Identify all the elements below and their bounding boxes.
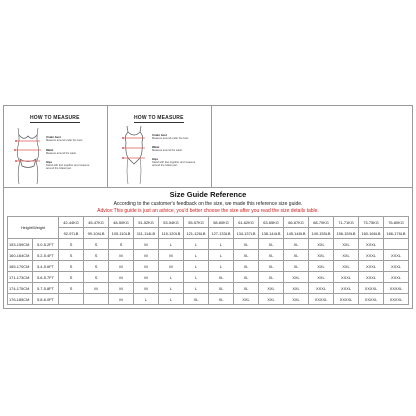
size-cell: L: [159, 294, 184, 305]
weight-lb-header: 92-97LB: [59, 228, 84, 239]
height-cm-cell: 176-185CM: [8, 294, 33, 305]
height-cm-cell: 171-173CM: [8, 272, 33, 283]
weight-lb-header: 160-166LB: [359, 228, 384, 239]
size-cell: XXXL: [359, 239, 384, 250]
weight-kg-header: 53-54KG: [159, 217, 184, 228]
size-cell: XXL: [309, 239, 334, 250]
size-cell: XXL: [234, 294, 259, 305]
size-cell: XL: [234, 261, 259, 272]
size-cell: M: [159, 250, 184, 261]
size-cell: XL: [284, 261, 309, 272]
swimsuit-figure-icon: [118, 124, 150, 186]
height-cm-cell: 165-170CM: [8, 261, 33, 272]
size-cell: XXL: [309, 250, 334, 261]
waist-note-2: Waist Measure around the waist.: [152, 145, 183, 153]
table-row: [8, 261, 409, 272]
weight-lb-header: 111-114LB: [134, 228, 159, 239]
size-cell: XL: [184, 294, 209, 305]
size-cell: XXXL: [334, 272, 359, 283]
size-cell: XL: [209, 272, 234, 283]
size-cell: XXXL: [334, 283, 359, 294]
size-cell: [384, 239, 409, 250]
measure-panel-empty: [212, 106, 412, 187]
size-cell: S: [84, 250, 109, 261]
size-cell: XXL: [334, 239, 359, 250]
size-cell: XL: [259, 250, 284, 261]
size-table: [7, 216, 409, 305]
size-cell: S: [84, 272, 109, 283]
size-guide-subtitle: According to the customer's feedback on the size, we made this reference size guide.: [113, 201, 303, 207]
size-cell: XXXL: [359, 261, 384, 272]
size-cell: XXXXL: [359, 283, 384, 294]
size-cell: XL: [234, 250, 259, 261]
weight-kg-header: 63-65KG: [259, 217, 284, 228]
size-cell: S: [59, 250, 84, 261]
size-cell: XXXL: [384, 250, 409, 261]
size-cell: M: [109, 250, 134, 261]
size-cell: L: [159, 283, 184, 294]
size-cell: M: [134, 261, 159, 272]
size-cell: XXL: [309, 261, 334, 272]
size-cell: S: [109, 239, 134, 250]
size-cell: XL: [209, 294, 234, 305]
weight-kg-header: 71-71KG: [334, 217, 359, 228]
size-cell: XXXL: [384, 261, 409, 272]
height-ft-cell: 5.2-5.4FT: [33, 250, 59, 261]
size-cell: S: [84, 261, 109, 272]
size-cell: XL: [234, 239, 259, 250]
weight-kg-header: 68-70KG: [309, 217, 334, 228]
weight-lb-header: 115-120LB: [159, 228, 184, 239]
size-cell: S: [59, 239, 84, 250]
height-ft-cell: 5.0-5.2FT: [33, 239, 59, 250]
size-cell: XL: [259, 272, 284, 283]
height-ft-cell: 5.8-6.0FT: [33, 294, 59, 305]
height-ft-cell: 5.7-5.8FT: [33, 283, 59, 294]
size-cell: S: [59, 272, 84, 283]
height-weight-header: Height/Weight: [8, 217, 59, 239]
weight-kg-header: 73-75KG: [359, 217, 384, 228]
size-cell: XXXXL: [309, 294, 334, 305]
size-cell: L: [209, 261, 234, 272]
size-cell: XL: [259, 261, 284, 272]
weight-kg-header: 55-57KG: [184, 217, 209, 228]
measure-panel-bikini: [4, 106, 108, 187]
bikini-figure-icon: [12, 126, 44, 186]
measure-panel-onepiece: [108, 106, 212, 187]
size-cell: XXXXL: [384, 294, 409, 305]
size-cell: L: [184, 272, 209, 283]
size-cell: XL: [234, 272, 259, 283]
size-cell: [84, 294, 109, 305]
size-cell: XXL: [334, 250, 359, 261]
size-cell: XXL: [334, 261, 359, 272]
weight-kg-header: 45-47KG: [84, 217, 109, 228]
size-cell: M: [109, 294, 134, 305]
size-cell: L: [184, 283, 209, 294]
size-cell: XXXXL: [384, 283, 409, 294]
size-cell: XXXL: [359, 250, 384, 261]
size-cell: M: [109, 261, 134, 272]
size-cell: XL: [259, 239, 284, 250]
height-ft-cell: 5.6-5.7FT: [33, 272, 59, 283]
size-cell: XXL: [309, 272, 334, 283]
size-cell: XXL: [284, 283, 309, 294]
size-cell: XXXXL: [334, 294, 359, 305]
hips-note-2: Hips Stand with feet together and measure around the fullest part.: [152, 157, 196, 168]
weight-kg-header: 42-44KG: [59, 217, 84, 228]
size-cell: M: [134, 283, 159, 294]
size-cell: M: [109, 272, 134, 283]
weight-kg-header: 76-80KG: [384, 217, 409, 228]
weight-kg-header: 48-50KG: [109, 217, 134, 228]
size-cell: M: [159, 261, 184, 272]
size-cell: XL: [284, 250, 309, 261]
measure-section: [4, 106, 412, 188]
hips-note: Hips Stand with feet together and measure around the fullest part.: [46, 160, 90, 171]
table-row: [8, 272, 409, 283]
size-cell: S: [59, 283, 84, 294]
weight-kg-header: 51-52KG: [134, 217, 159, 228]
size-cell: S: [84, 239, 109, 250]
size-cell: L: [159, 239, 184, 250]
size-cell: S: [59, 261, 84, 272]
how-to-measure-title-2: HOW TO MEASURE: [134, 115, 184, 121]
how-to-measure-title: HOW TO MEASURE: [30, 115, 80, 121]
weight-lb-header: 121-126LB: [184, 228, 209, 239]
size-cell: XXXL: [309, 283, 334, 294]
size-cell: XXXL: [384, 272, 409, 283]
weight-lb-header: 166-176LB: [384, 228, 409, 239]
size-cell: L: [184, 239, 209, 250]
size-cell: XXXXL: [359, 294, 384, 305]
size-cell: XXL: [259, 283, 284, 294]
waist-note: Waist Measure around the waist.: [46, 148, 77, 156]
table-header-row-lb: [8, 228, 409, 239]
table-row: [8, 294, 409, 305]
size-cell: XXXL: [359, 272, 384, 283]
height-cm-cell: 160-164CM: [8, 250, 33, 261]
size-cell: M: [134, 250, 159, 261]
size-cell: M: [84, 283, 109, 294]
weight-kg-header: 61-62KG: [234, 217, 259, 228]
size-cell: XXL: [284, 272, 309, 283]
size-cell: M: [134, 272, 159, 283]
height-cm-cell: 174-175CM: [8, 283, 33, 294]
table-header-row: [8, 217, 409, 228]
size-cell: XL: [284, 239, 309, 250]
weight-lb-header: 127-133LB: [209, 228, 234, 239]
size-cell: M: [109, 283, 134, 294]
size-cell: XL: [209, 283, 234, 294]
weight-lb-header: 145-148LB: [284, 228, 309, 239]
weight-lb-header: 149-155LB: [309, 228, 334, 239]
weight-kg-header: 58-60KG: [209, 217, 234, 228]
size-cell: L: [159, 272, 184, 283]
size-cell: XXL: [284, 294, 309, 305]
size-cell: XXL: [259, 294, 284, 305]
size-guide-advice: Advice:This guide is just an advice, you'd better choose the size after you read the size details table.: [97, 208, 319, 214]
height-cm-cell: 153-159CM: [8, 239, 33, 250]
size-chart: [3, 105, 413, 309]
size-cell: L: [209, 250, 234, 261]
weight-lb-header: 105-110LB: [109, 228, 134, 239]
under-bust-note: Under bust Measure around under the bust.: [46, 135, 83, 143]
table-row: [8, 239, 409, 250]
size-cell: L: [209, 239, 234, 250]
size-cell: L: [184, 250, 209, 261]
weight-lb-header: 138-144LB: [259, 228, 284, 239]
size-cell: L: [184, 261, 209, 272]
under-bust-note-2: Under bust Measure around under the bust.: [152, 133, 189, 141]
size-cell: [59, 294, 84, 305]
weight-lb-header: 156-159LB: [334, 228, 359, 239]
height-ft-cell: 5.4-5.6FT: [33, 261, 59, 272]
size-cell: XL: [234, 283, 259, 294]
weight-lb-header: 134-137LB: [234, 228, 259, 239]
table-row: [8, 283, 409, 294]
table-row: [8, 250, 409, 261]
size-guide-title: Size Guide Reference: [169, 190, 247, 199]
size-cell: L: [134, 294, 159, 305]
weight-lb-header: 99-104LB: [84, 228, 109, 239]
weight-kg-header: 66-67KG: [284, 217, 309, 228]
size-cell: M: [134, 239, 159, 250]
